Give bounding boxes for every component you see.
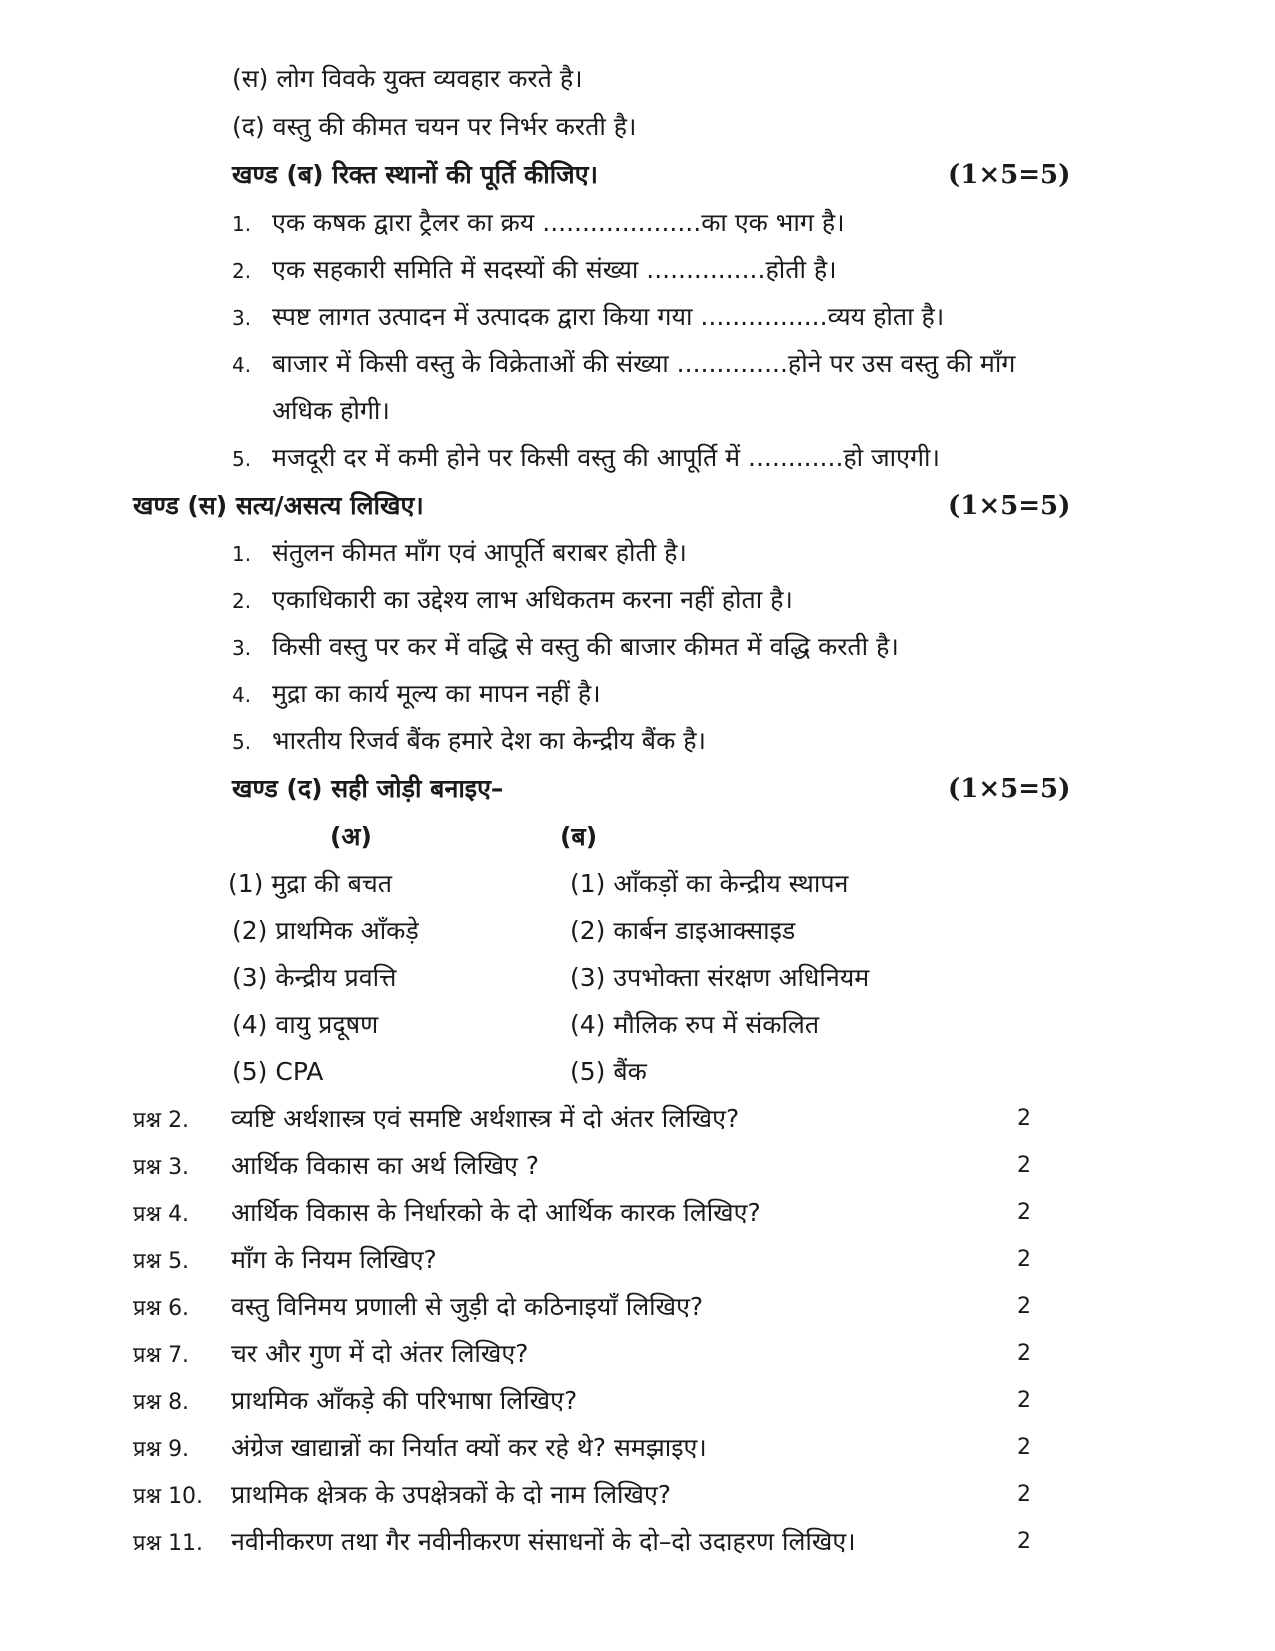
question-label: प्रश्न 4. [133, 1202, 190, 1227]
column-b-item: (4) मौलिक रुप में संकलित [570, 1010, 820, 1039]
question-text: अंग्रेज खाद्यान्नों का निर्यात क्यों कर रहे थे? समझाइए। [231, 1433, 707, 1462]
question-text: चर और गुण में दो अंतर लिखिए? [231, 1339, 529, 1368]
column-a-header: (अ) [330, 822, 372, 851]
question-marks: 2 [1017, 1200, 1031, 1225]
question-marks: 2 [1017, 1388, 1031, 1413]
question-row [133, 1196, 761, 1232]
item-number: 1. [232, 542, 252, 566]
section-c-item [232, 677, 601, 712]
question-label: प्रश्न 11. [133, 1531, 204, 1556]
question-marks: 2 [1017, 1153, 1031, 1178]
section-c-title: खण्ड (स) सत्य/असत्य लिखिए। [133, 491, 424, 520]
item-number: 5. [232, 730, 252, 754]
question-row [133, 1102, 739, 1138]
item-number: 3. [232, 306, 252, 330]
option-c: (स) लोग विवके युक्त व्यवहार करते है। [232, 64, 583, 93]
question-row [133, 1384, 577, 1420]
section-b-title: खण्ड (ब) रिक्त स्थानों की पूर्ति कीजिए। [232, 160, 599, 189]
question-row [133, 1431, 707, 1467]
column-a-item: (3) केन्द्रीय प्रवत्ति [232, 963, 397, 992]
question-label: प्रश्न 2. [133, 1108, 190, 1133]
item-number: 4. [232, 683, 252, 707]
question-marks: 2 [1017, 1341, 1031, 1366]
column-b-header: (ब) [560, 822, 598, 851]
section-b-item [232, 347, 1015, 382]
section-b-item [232, 441, 940, 476]
item-text: एकाधिकारी का उद्देश्य लाभ अधिकतम करना नहीं होता है। [272, 585, 793, 614]
question-text: नवीनीकरण तथा गैर नवीनीकरण संसाधनों के दो–दो उदाहरण लिखिए। [231, 1527, 856, 1556]
question-label: प्रश्न 9. [133, 1437, 190, 1462]
question-marks: 2 [1017, 1529, 1031, 1554]
column-b-item: (3) उपभोक्ता संरक्षण अधिनियम [570, 963, 870, 992]
column-b-item: (5) बैंक [570, 1057, 647, 1086]
question-text: व्यष्टि अर्थशास्त्र एवं समष्टि अर्थशास्त्र में दो अंतर लिखिए? [231, 1104, 740, 1133]
question-marks: 2 [1017, 1106, 1031, 1131]
question-text: प्राथमिक क्षेत्रक के उपक्षेत्रकों के दो नाम लिखिए? [231, 1480, 672, 1509]
item-number: 2. [232, 259, 252, 283]
question-row [133, 1525, 856, 1561]
item-number: 2. [232, 589, 252, 613]
column-b-item: (2) कार्बन डाइआक्साइड [570, 916, 796, 945]
option-d: (द) वस्तु की कीमत चयन पर निर्भर करती है। [232, 112, 637, 141]
question-label: प्रश्न 5. [133, 1249, 190, 1274]
item-text: किसी वस्तु पर कर में वद्धि से वस्तु की बाजार कीमत में वद्धि करती है। [272, 632, 899, 661]
item-text: मजदूरी दर में कमी होने पर किसी वस्तु की आपूर्ति में ............हो जाएगी। [272, 443, 940, 472]
question-row [133, 1243, 437, 1279]
question-text: आर्थिक विकास का अर्थ लिखिए ? [231, 1151, 540, 1180]
question-text: आर्थिक विकास के निर्धारको के दो आर्थिक कारक लिखिए? [231, 1198, 761, 1227]
section-b-item-continuation: अधिक होगी। [272, 396, 390, 425]
item-number: 1. [232, 212, 252, 236]
question-label: प्रश्न 7. [133, 1343, 190, 1368]
column-a-item: (4) वायु प्रदूषण [232, 1010, 379, 1039]
section-b-marks: (1×5=5) [948, 160, 1071, 190]
column-a-item: (2) प्राथमिक आँकड़े [232, 916, 419, 945]
question-row [133, 1290, 703, 1326]
section-d-marks: (1×5=5) [948, 774, 1071, 804]
question-label: प्रश्न 6. [133, 1296, 190, 1321]
question-row [133, 1478, 671, 1514]
section-c-item [232, 630, 899, 665]
section-b-item [232, 206, 845, 241]
item-number: 5. [232, 447, 252, 471]
section-d-title: खण्ड (द) सही जोड़ी बनाइए– [232, 774, 504, 803]
question-label: प्रश्न 8. [133, 1390, 190, 1415]
item-text: भारतीय रिजर्व बैंक हमारे देश का केन्द्रीय बैंक है। [272, 726, 706, 755]
question-marks: 2 [1017, 1294, 1031, 1319]
question-marks: 2 [1017, 1247, 1031, 1272]
item-text: संतुलन कीमत माँग एवं आपूर्ति बराबर होती है। [272, 538, 687, 567]
section-c-item [232, 536, 687, 571]
item-text: एक कषक द्वारा ट्रैलर का क्रय ....................का एक भाग है। [272, 208, 845, 237]
question-label: प्रश्न 3. [133, 1155, 190, 1180]
section-c-item [232, 724, 706, 759]
item-number: 4. [232, 353, 252, 377]
question-text: वस्तु विनिमय प्रणाली से जुड़ी दो कठिनाइयाँ लिखिए? [231, 1292, 704, 1321]
question-marks: 2 [1017, 1435, 1031, 1460]
question-label: प्रश्न 10. [133, 1484, 204, 1509]
question-row [133, 1149, 539, 1185]
section-b-item [232, 300, 944, 335]
question-text: प्राथमिक आँकड़े की परिभाषा लिखिए? [231, 1386, 578, 1415]
question-row [133, 1337, 528, 1373]
item-text: बाजार में किसी वस्तु के विक्रेताओं की संख्या ..............होने पर उस वस्तु की माँग [272, 349, 1016, 378]
column-a-item: (1) मुद्रा की बचत [228, 869, 393, 898]
item-text: मुद्रा का कार्य मूल्य का मापन नहीं है। [272, 679, 601, 708]
item-text: एक सहकारी समिति में सदस्यों की संख्या ...............होती है। [272, 255, 837, 284]
section-c-marks: (1×5=5) [948, 491, 1071, 521]
question-text: माँग के नियम लिखिए? [231, 1245, 437, 1274]
item-number: 3. [232, 636, 252, 660]
section-c-item [232, 583, 793, 618]
item-text: स्पष्ट लागत उत्पादन में उत्पादक द्वारा किया गया ................व्यय होता है। [272, 302, 945, 331]
question-marks: 2 [1017, 1482, 1031, 1507]
section-b-item [232, 253, 837, 288]
column-b-item: (1) आँकड़ों का केन्द्रीय स्थापन [570, 869, 849, 898]
column-a-item: (5) CPA [232, 1057, 324, 1086]
